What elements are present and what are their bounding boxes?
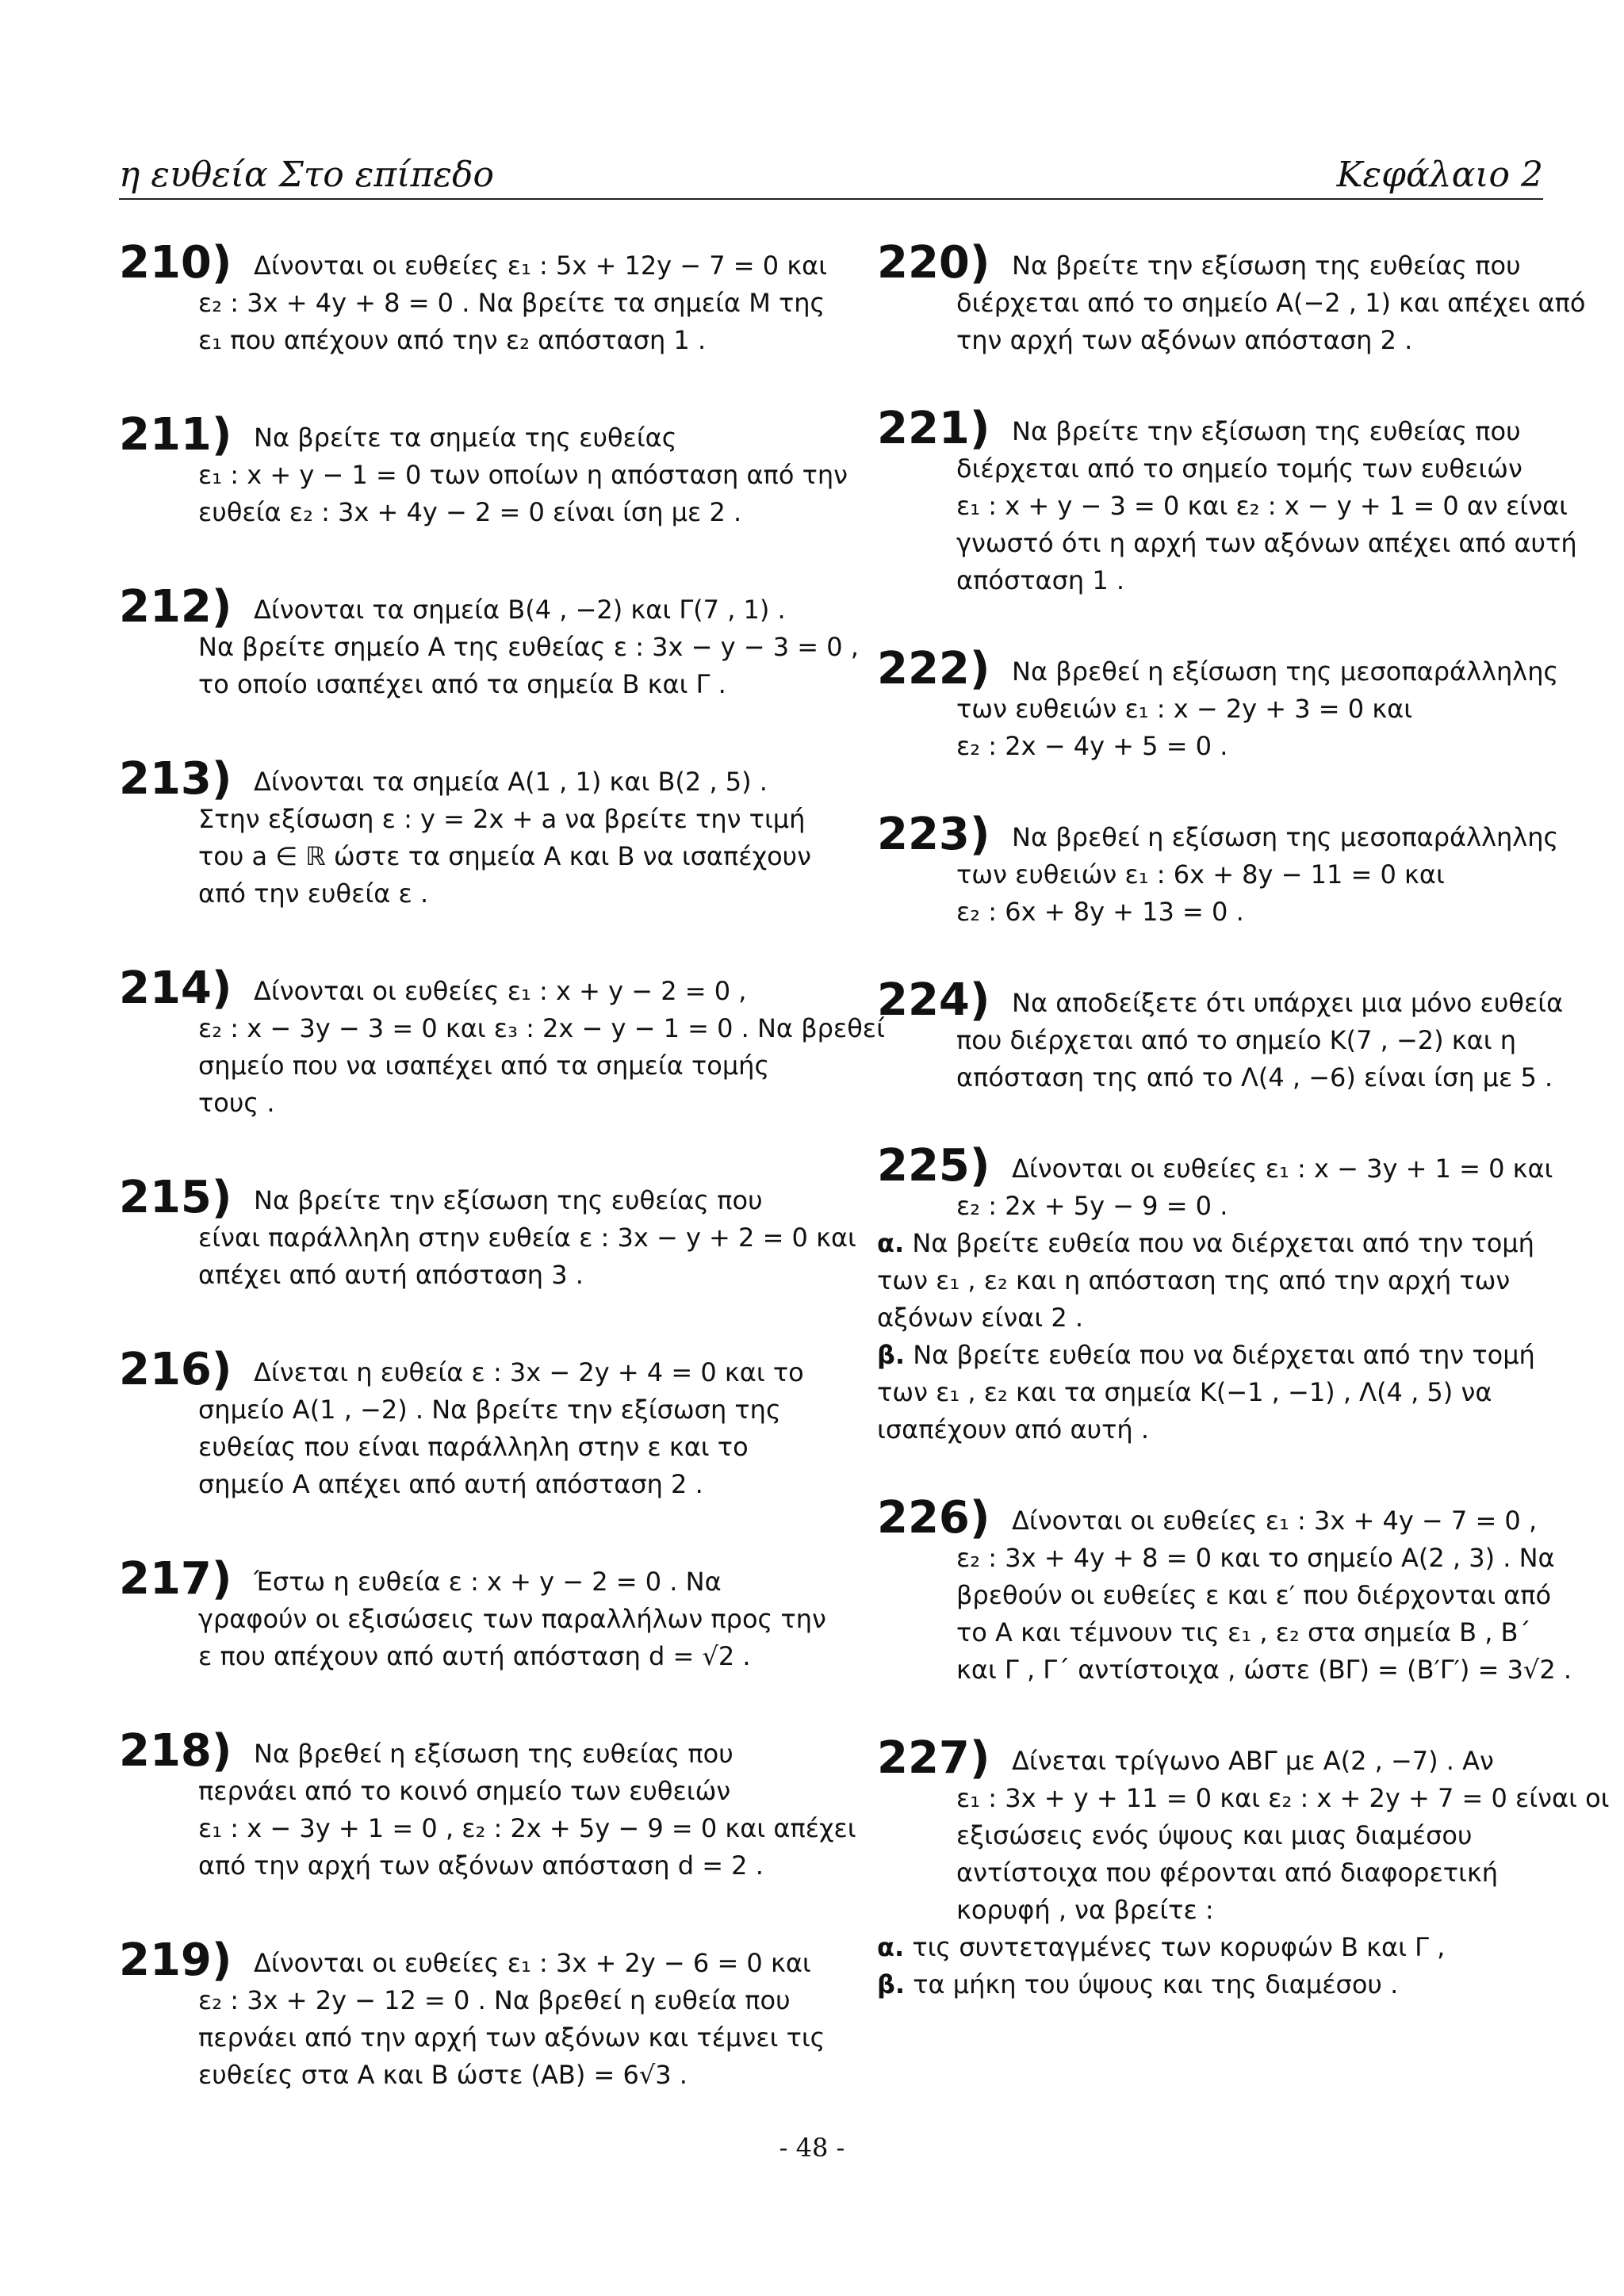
- problem-text-line: Δίνονται τα σημεία Β(4 , −2) και Γ(7 , 1) .: [254, 595, 786, 625]
- problem-210: [119, 237, 828, 359]
- problem-text-line: Να βρεθεί η εξίσωση της μεσοπαράλληλης: [1012, 822, 1559, 852]
- problem-text-line: Να βρεθεί η εξίσωση της μεσοπαράλληλης: [1012, 656, 1559, 687]
- problem-220: [877, 237, 1586, 359]
- problem-text-line: το οποίο ισαπέχει από τα σημεία Β και Γ .: [198, 669, 726, 699]
- problem-text-line: γνωστό ότι η αρχή των αξόνων απέχει από αυτή: [956, 528, 1577, 558]
- problem-subitem: [877, 1374, 1551, 1411]
- subitem-text: τις συντεταγμένες των κορυφών Β και Γ ,: [912, 1932, 1446, 1962]
- problem-text-line: Έστω η ευθεία ε : x + y − 2 = 0 . Να: [254, 1567, 722, 1597]
- problem-number: 210): [119, 237, 232, 289]
- problem-224: [877, 974, 1564, 1096]
- problem-text-line: σημείο που να ισαπέχει από τα σημεία τομής: [198, 1050, 770, 1081]
- problem-text-line: απόσταση 1 .: [956, 565, 1125, 595]
- problem-text-line: Στην εξίσωση ε : y = 2x + a να βρείτε την τιμή: [198, 804, 806, 834]
- problem-219: [119, 1934, 825, 2094]
- problem-text-line: Να βρείτε σημείο Α της ευθείας ε : 3x − y − 3 = 0 ,: [198, 632, 859, 662]
- problem-text-line: σημείο Α απέχει από αυτή απόσταση 2 .: [198, 1469, 703, 1499]
- problem-text-line: ε που απέχουν από αυτή απόσταση d = √2 .: [198, 1641, 751, 1671]
- problem-text-line: Δίνεται η ευθεία ε : 3x − 2y + 4 = 0 και το: [254, 1357, 804, 1387]
- page-header: [119, 155, 1543, 200]
- problem-number: 221): [877, 403, 990, 454]
- problem-text-line: Δίνονται οι ευθείες ε₁ : 5x + 12y − 7 = 0 και: [254, 251, 828, 281]
- problem-text-line: ε₂ : 2x − 4y + 5 = 0 .: [956, 731, 1228, 761]
- problem-214: [119, 962, 885, 1122]
- problem-217: [119, 1553, 826, 1675]
- problem-text-line: ε₂ : 3x + 4y + 8 = 0 και το σημείο Α(2 , 3) . Να: [956, 1543, 1555, 1573]
- subitem-text: Να βρείτε ευθεία που να διέρχεται από την τομή: [913, 1340, 1535, 1370]
- problem-text-line: διέρχεται από το σημείο Α(−2 , 1) και απέχει από: [956, 288, 1586, 318]
- problem-text-line: ε₂ : 3x + 4y + 8 = 0 . Να βρείτε τα σημεία Μ της: [198, 288, 825, 318]
- right-column: [877, 237, 1610, 2003]
- problem-227: [877, 1732, 1610, 2003]
- problem-text-line: ε₂ : 2x + 5y − 9 = 0 .: [956, 1191, 1228, 1221]
- problem-number: 220): [877, 237, 990, 289]
- problem-text-line: γραφούν οι εξισώσεις των παραλλήλων προς την: [198, 1604, 826, 1634]
- subitem-text: Να βρείτε ευθεία που να διέρχεται από την τομή: [912, 1228, 1534, 1258]
- problem-text-line: την αρχή των αξόνων απόσταση 2 .: [956, 325, 1413, 355]
- problem-225: [877, 1141, 1551, 1448]
- problem-text-line: Να αποδείξετε ότι υπάρχει μια μόνο ευθεία: [1012, 988, 1564, 1018]
- problem-number: 213): [119, 753, 232, 805]
- problem-text-line: και Γ , Γ΄ αντίστοιχα , ώστε (ΒΓ) = (Β′Γ′) = 3√2 .: [956, 1655, 1572, 1685]
- problem-text-line: είναι παράλληλη στην ευθεία ε : 3x − y + 2 = 0 και: [198, 1223, 856, 1253]
- problem-text-line: Δίνεται τρίγωνο ΑΒΓ με Α(2 , −7) . Αν: [1012, 1746, 1494, 1776]
- left-column: [119, 237, 885, 2094]
- problem-text-line: ε₁ : x + y − 1 = 0 των οποίων η απόσταση από την: [198, 460, 848, 490]
- problem-text-line: ευθείας που είναι παράλληλη στην ε και το: [198, 1432, 749, 1462]
- problem-number: 226): [877, 1492, 990, 1544]
- problem-212: [119, 581, 859, 703]
- problem-text-line: ευθεία ε₂ : 3x + 4y − 2 = 0 είναι ίση με 2 .: [198, 497, 742, 527]
- problem-text-line: εξισώσεις ενός ύψους και μιας διαμέσου: [956, 1820, 1473, 1850]
- problem-226: [877, 1492, 1572, 1689]
- problem-text-line: αντίστοιχα που φέρονται από διαφορετική: [956, 1858, 1498, 1888]
- problem-number: 227): [877, 1732, 990, 1784]
- problem-text-line: Δίνονται οι ευθείες ε₁ : 3x + 2y − 6 = 0 και: [254, 1948, 811, 1978]
- problem-number: 225): [877, 1140, 990, 1192]
- problem-text-line: απέχει από αυτή απόσταση 3 .: [198, 1260, 584, 1290]
- problem-text-line: Να βρείτε τα σημεία της ευθείας: [254, 423, 677, 453]
- subitem-label: β.: [877, 1969, 906, 1999]
- problem-221: [877, 403, 1577, 599]
- problem-subitem: [877, 1966, 1551, 2003]
- subitem-label: α.: [877, 1932, 905, 1962]
- problem-subitem: [877, 1411, 1551, 1448]
- problem-text-line: Να βρεθεί η εξίσωση της ευθείας που: [254, 1739, 733, 1769]
- problem-text-line: Να βρείτε την εξίσωση της ευθείας που: [1012, 251, 1521, 281]
- problem-211: [119, 409, 848, 531]
- problem-text-line: διέρχεται από το σημείο τομής των ευθειών: [956, 453, 1522, 484]
- problem-number: 217): [119, 1553, 232, 1605]
- problem-text-line: ε₁ : x − 3y + 1 = 0 , ε₂ : 2x + 5y − 9 = 0 και απέχει: [198, 1813, 856, 1843]
- problem-number: 212): [119, 581, 232, 633]
- problem-text-line: Δίνονται οι ευθείες ε₁ : 3x + 4y − 7 = 0 ,: [1012, 1506, 1538, 1536]
- problem-text-line: κορυφή , να βρείτε :: [956, 1895, 1214, 1925]
- problem-text-line: ε₂ : 3x + 2y − 12 = 0 . Να βρεθεί η ευθεία που: [198, 1985, 791, 2015]
- problem-text-line: των ευθειών ε₁ : 6x + 8y − 11 = 0 και: [956, 859, 1445, 890]
- problem-215: [119, 1172, 856, 1294]
- problem-number: 211): [119, 409, 232, 461]
- problem-213: [119, 753, 812, 913]
- subitem-label: α.: [877, 1228, 905, 1258]
- problem-text-line: ε₂ : x − 3y − 3 = 0 και ε₃ : 2x − y − 1 = 0 . Να βρεθεί: [198, 1013, 885, 1043]
- problem-subitem: [877, 1299, 1551, 1337]
- subitem-text: αξόνων είναι 2 .: [877, 1303, 1084, 1333]
- problem-text-line: σημείο Α(1 , −2) . Να βρείτε την εξίσωση της: [198, 1395, 781, 1425]
- header-title: η ευθεία Στο επίπεδο: [119, 155, 494, 195]
- problem-text-line: ε₁ που απέχουν από την ε₂ απόσταση 1 .: [198, 325, 707, 355]
- problem-text-line: περνάει από την αρχή των αξόνων και τέμνει τις: [198, 2022, 825, 2053]
- problem-number: 223): [877, 809, 990, 860]
- problem-number: 219): [119, 1934, 232, 1986]
- problem-222: [877, 643, 1559, 765]
- problem-subitem: [877, 1929, 1551, 1966]
- header-chapter: Κεφάλαιο 2: [1336, 155, 1543, 195]
- problem-number: 218): [119, 1725, 232, 1777]
- page-number: - 48 -: [779, 2133, 845, 2163]
- subitem-text: ισαπέχουν από αυτή .: [877, 1414, 1149, 1445]
- problem-text-line: ε₁ : 3x + y + 11 = 0 και ε₂ : x + 2y + 7 = 0 είναι οι: [956, 1783, 1610, 1813]
- problem-text-line: βρεθούν οι ευθείες ε και ε′ που διέρχονται από: [956, 1580, 1552, 1610]
- problem-text-line: Να βρείτε την εξίσωση της ευθείας που: [1012, 416, 1521, 446]
- problem-text-line: Δίνονται οι ευθείες ε₁ : x + y − 2 = 0 ,: [254, 976, 747, 1006]
- problem-text-line: των ευθειών ε₁ : x − 2y + 3 = 0 και: [956, 694, 1413, 724]
- problem-text-line: που διέρχεται από το σημείο Κ(7 , −2) και η: [956, 1025, 1517, 1055]
- problem-text-line: ευθείες στα Α και Β ώστε (ΑΒ) = 6√3 .: [198, 2060, 688, 2090]
- problem-text-line: απόσταση της από το Λ(4 , −6) είναι ίση με 5 .: [956, 1062, 1553, 1093]
- problem-218: [119, 1725, 856, 1885]
- problem-number: 224): [877, 974, 990, 1026]
- problem-subitem: [877, 1262, 1551, 1299]
- problem-text-line: Να βρείτε την εξίσωση της ευθείας που: [254, 1185, 763, 1215]
- problem-text-line: Δίνονται τα σημεία Α(1 , 1) και Β(2 , 5) .: [254, 767, 768, 797]
- problem-number: 214): [119, 962, 232, 1014]
- problem-223: [877, 809, 1559, 931]
- problem-number: 215): [119, 1172, 232, 1223]
- problem-text-line: ε₂ : 6x + 8y + 13 = 0 .: [956, 897, 1244, 927]
- problem-number: 222): [877, 643, 990, 695]
- problem-text-line: ε₁ : x + y − 3 = 0 και ε₂ : x − y + 1 = 0 αν είναι: [956, 491, 1568, 521]
- problem-text-line: το Α και τέμνουν τις ε₁ , ε₂ στα σημεία Β , Β΄: [956, 1617, 1531, 1647]
- problem-216: [119, 1344, 804, 1503]
- subitem-text: τα μήκη του ύψους και της διαμέσου .: [913, 1969, 1399, 1999]
- subitem-label: β.: [877, 1340, 906, 1370]
- problem-text-line: από την αρχή των αξόνων απόσταση d = 2 .: [198, 1850, 764, 1881]
- problem-text-line: από την ευθεία ε .: [198, 878, 429, 909]
- problem-subitem: [877, 1225, 1551, 1262]
- problem-subitem: [877, 1337, 1551, 1374]
- problem-text-line: Δίνονται οι ευθείες ε₁ : x − 3y + 1 = 0 και: [1012, 1154, 1553, 1184]
- subitem-text: των ε₁ , ε₂ και η απόσταση της από την αρχή των: [877, 1265, 1511, 1295]
- problem-text-line: τους .: [198, 1088, 275, 1118]
- subitem-text: των ε₁ , ε₂ και τα σημεία Κ(−1 , −1) , Λ(4 , 5) να: [877, 1377, 1492, 1407]
- problem-text-line: του a ∈ ℝ ώστε τα σημεία Α και Β να ισαπέχουν: [198, 841, 812, 871]
- problem-text-line: περνάει από το κοινό σημείο των ευθειών: [198, 1776, 731, 1806]
- problem-number: 216): [119, 1344, 232, 1395]
